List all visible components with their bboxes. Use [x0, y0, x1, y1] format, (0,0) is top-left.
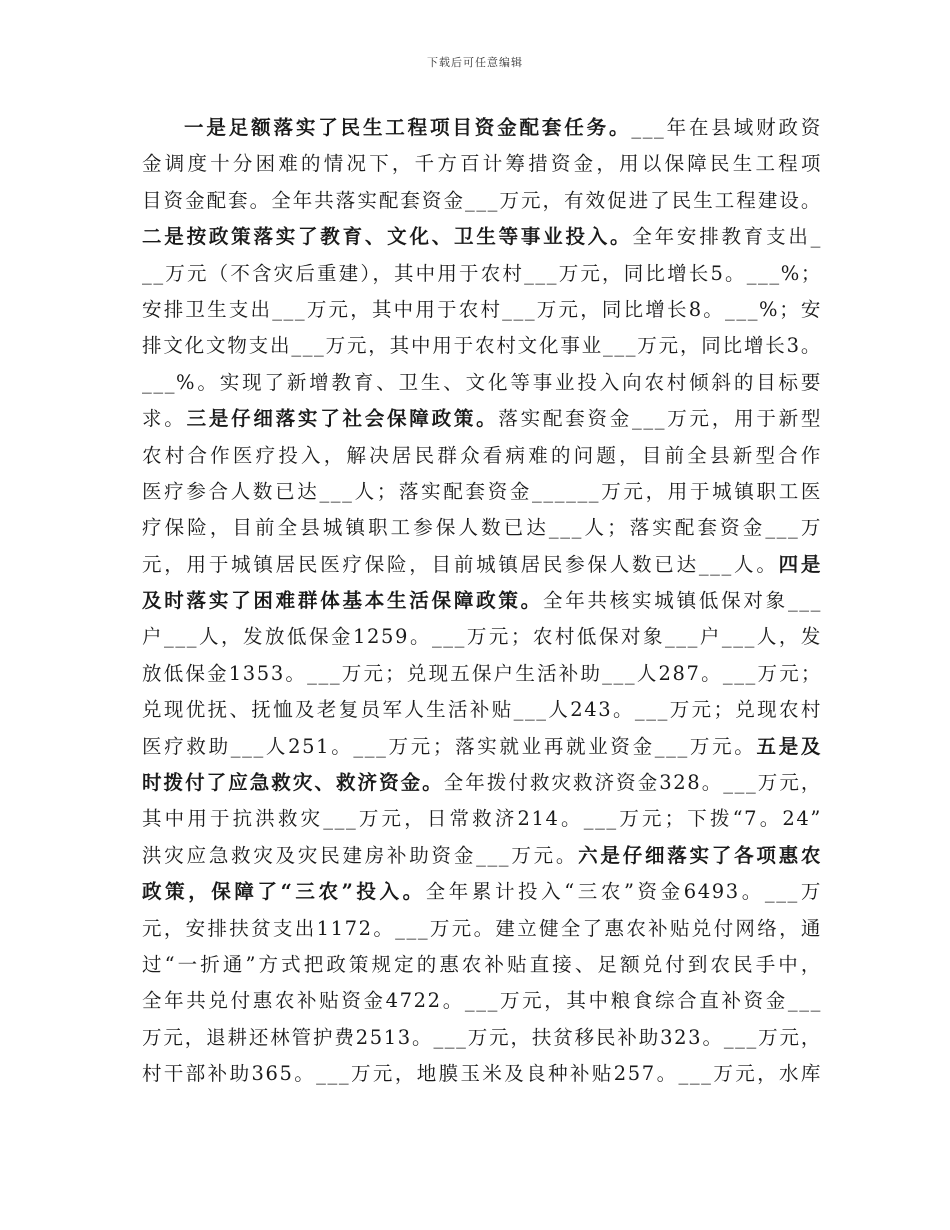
text-line: [142, 365, 822, 401]
body-text: 目资金配套。全年共落实配套资金___万元，有效促进了民生工程建设。: [142, 188, 822, 212]
body-text: 全年拨付救灾救济资金328。___万元，: [443, 771, 822, 795]
bold-heading-text: 政策，保障了“三农”投入。: [142, 880, 426, 904]
body-text: 医疗参合人数已达___人；落实配套资金______万元，用于城镇职工医: [142, 479, 822, 503]
body-text: 放低保金1353。___万元；兑现五保户生活补助___人287。___万元；: [142, 661, 822, 685]
text-line: [142, 947, 822, 983]
bold-heading-text: 一是足额落实了民生工程项目资金配套任务。: [184, 116, 632, 139]
text-line: [142, 401, 822, 437]
bold-heading-text: 六是仔细落实了各项惠农: [578, 843, 822, 867]
body-text: 全年共核实城镇低保对象___: [542, 589, 822, 613]
page-header: [0, 54, 950, 70]
body-text: 求。: [142, 407, 187, 431]
bold-heading-text: 四是: [778, 552, 822, 576]
body-text: 兑现优抚、抚恤及老复员军人生活补贴___人243。___万元；兑现农村: [142, 698, 822, 722]
text-line: [142, 292, 822, 328]
body-text: ___%。实现了新增教育、卫生、文化等事业投入向农村倾斜的目标要: [142, 370, 822, 394]
text-line: [142, 110, 822, 146]
body-text: 其中用于抗洪救灾___万元，日常救济214。___万元；下拨“7。24”: [142, 807, 822, 831]
body-text: 全年安排教育支出_: [632, 225, 822, 249]
bold-heading-text: 时拨付了应急救灾、救济资金。: [142, 771, 444, 795]
text-line: [142, 765, 822, 801]
text-line: [142, 1056, 822, 1092]
text-line: [142, 729, 822, 765]
text-line: [142, 583, 822, 619]
text-line: [142, 656, 822, 692]
body-text: 全年累计投入“三农”资金6493。___万: [425, 880, 822, 904]
text-line: [142, 328, 822, 364]
header-text: 下载后可任意编辑: [427, 56, 523, 69]
text-line: [142, 256, 822, 292]
bold-heading-text: 二是按政策落实了教育、文化、卫生等事业投入。: [142, 225, 633, 249]
bold-heading-text: 五是及: [756, 734, 822, 758]
text-line: [142, 1020, 822, 1056]
body-text: __万元（不含灾后重建），其中用于农村___万元，同比增长5。___%；: [142, 261, 822, 285]
bold-heading-text: 及时落实了困难群体基本生活保障政策。: [142, 589, 543, 613]
body-text: 过“一折通”方式把政策规定的惠农补贴直接、足额兑付到农民手中，: [142, 952, 822, 976]
text-line: [142, 547, 822, 583]
text-line: [142, 183, 822, 219]
text-line: [142, 874, 822, 910]
body-text: 金调度十分困难的情况下，千方百计筹措资金，用以保障民生工程项: [142, 152, 822, 176]
body-text: 村干部补助365。___万元，地膜玉米及良种补贴257。___万元，水库: [142, 1062, 822, 1086]
body-text: 元，安排扶贫支出1172。___万元。建立健全了惠农补贴兑付网络，通: [142, 916, 822, 940]
text-line: [142, 219, 822, 255]
text-line: [142, 146, 822, 182]
body-text: 疗保险，目前全县城镇职工参保人数已达___人；落实配套资金___万: [142, 516, 822, 540]
body-text: 医疗救助___人251。___万元；落实就业再就业资金___万元。: [142, 734, 757, 758]
body-text: 全年共兑付惠农补贴资金4722。___万元，其中粮食综合直补资金___: [142, 989, 822, 1013]
text-line: [142, 801, 822, 837]
body-text: 万元，退耕还林管护费2513。___万元，扶贫移民补助323。___万元，: [142, 1025, 822, 1049]
document-body: [142, 110, 822, 1093]
text-line: [142, 838, 822, 874]
text-line: [142, 510, 822, 546]
body-text: 户___人，发放低保金1259。___万元；农村低保对象___户___人，发: [142, 625, 822, 649]
body-text: 排文化文物支出___万元，其中用于农村文化事业___万元，同比增长3。: [142, 334, 822, 358]
body-text: ___年在县域财政资: [631, 116, 822, 139]
text-line: [142, 983, 822, 1019]
body-text: 元，用于城镇居民医疗保险，目前城镇居民参保人数已达___人。: [142, 552, 779, 576]
text-line: [142, 911, 822, 947]
text-line: [142, 474, 822, 510]
body-text: 洪灾应急救灾及灾民建房补助资金___万元。: [142, 843, 579, 867]
text-line: [142, 438, 822, 474]
body-text: 农村合作医疗投入，解决居民群众看病难的问题，目前全县新型合作: [142, 443, 822, 467]
text-line: [142, 692, 822, 728]
body-text: 安排卫生支出___万元，其中用于农村___万元，同比增长8。___%；安: [142, 297, 822, 321]
text-line: [142, 619, 822, 655]
bold-heading-text: 三是仔细落实了社会保障政策。: [186, 407, 499, 431]
body-text: 落实配套资金___万元，用于新型: [498, 407, 822, 431]
